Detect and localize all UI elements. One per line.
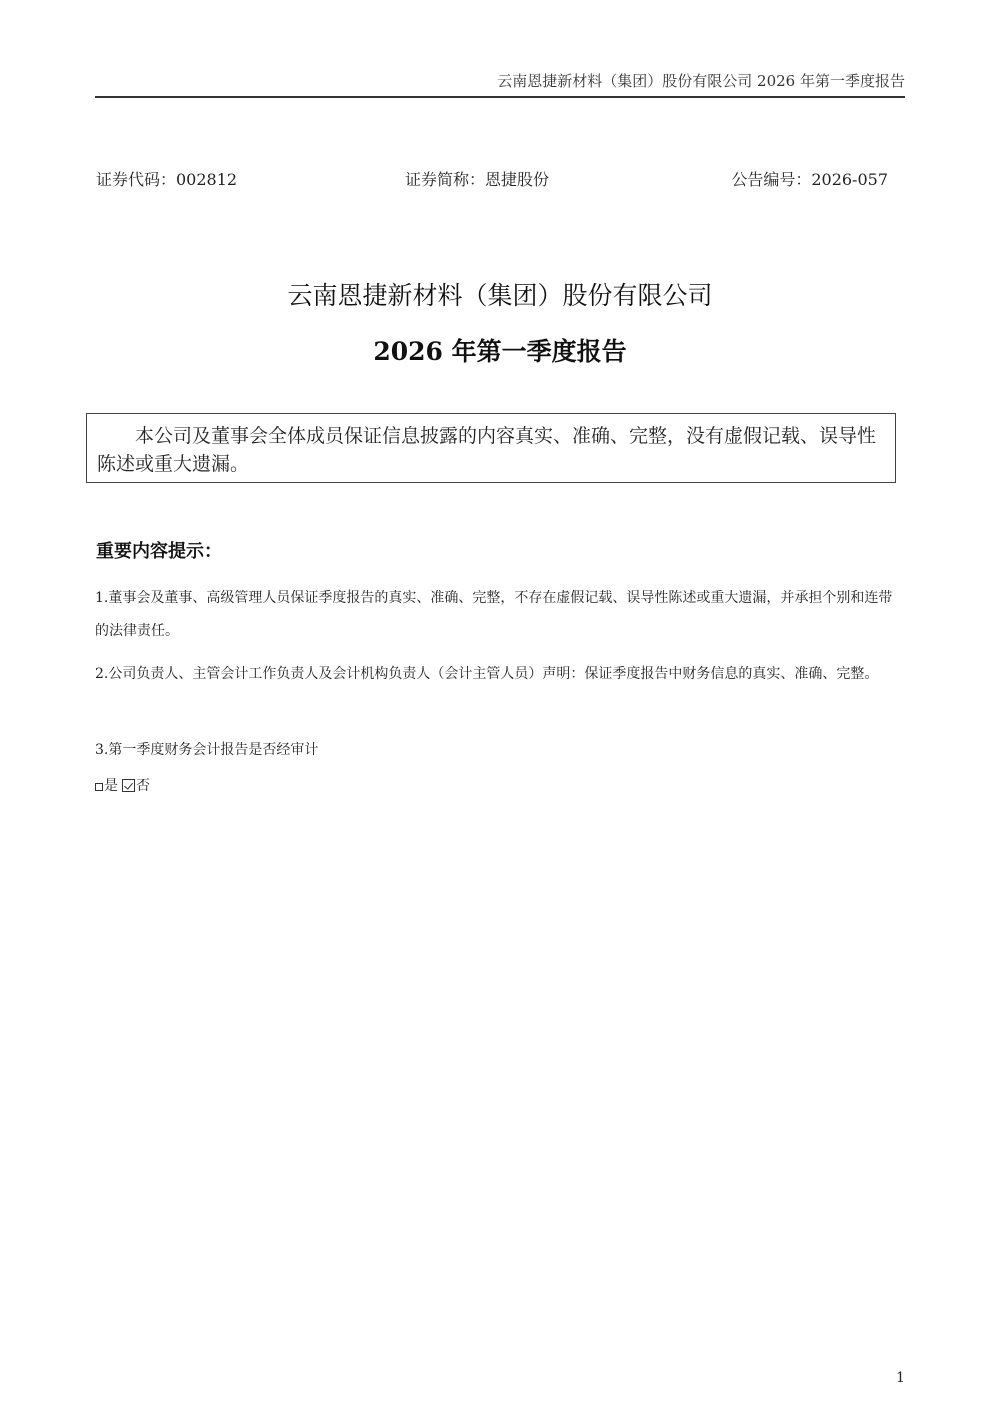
notice-item-2: 2.公司负责人、主管会计工作负责人及会计机构负责人（会计主管人员）声明：保证季度报告中财务信息的真实、准确、完整。 <box>95 666 879 682</box>
disclosure-notice-box <box>86 413 896 483</box>
announcement-number: 公告编号：2026-057 <box>731 170 888 189</box>
notice-item-1: 1.董事会及董事、高级管理人员保证季度报告的真实、准确、完整，不存在虚假记载、误导性陈述或重大遗漏，并承担个别和连带的法律责任。 <box>95 590 893 639</box>
audit-yes-label: 是 <box>104 778 118 794</box>
notice-item-3: 3.第一季度财务会计报告是否经审计 <box>95 742 319 758</box>
audit-no-checkbox-checked <box>122 779 135 792</box>
disclosure-notice-text: 本公司及董事会全体成员保证信息披露的内容真实、准确、完整，没有虚假记载、误导性陈述或重大遗漏。 <box>97 425 877 475</box>
securities-abbreviation: 证券简称：恩捷股份 <box>405 170 550 189</box>
running-header-title: 云南恩捷新材料（集团）股份有限公司 2026 年第一季度报告 <box>497 72 905 90</box>
audit-checkbox-row <box>95 776 150 796</box>
company-name: 云南恩捷新材料（集团）股份有限公司 <box>287 281 713 310</box>
important-notice-heading: 重要内容提示： <box>96 541 222 562</box>
report-title: 2026 年第一季度报告 <box>373 337 627 366</box>
running-header <box>95 72 905 98</box>
audit-no-label: 否 <box>136 778 150 794</box>
securities-code: 证券代码：002812 <box>96 170 238 189</box>
page-number: 1 <box>896 1370 905 1386</box>
document-title <box>0 278 1000 370</box>
audit-yes-checkbox <box>95 783 103 791</box>
